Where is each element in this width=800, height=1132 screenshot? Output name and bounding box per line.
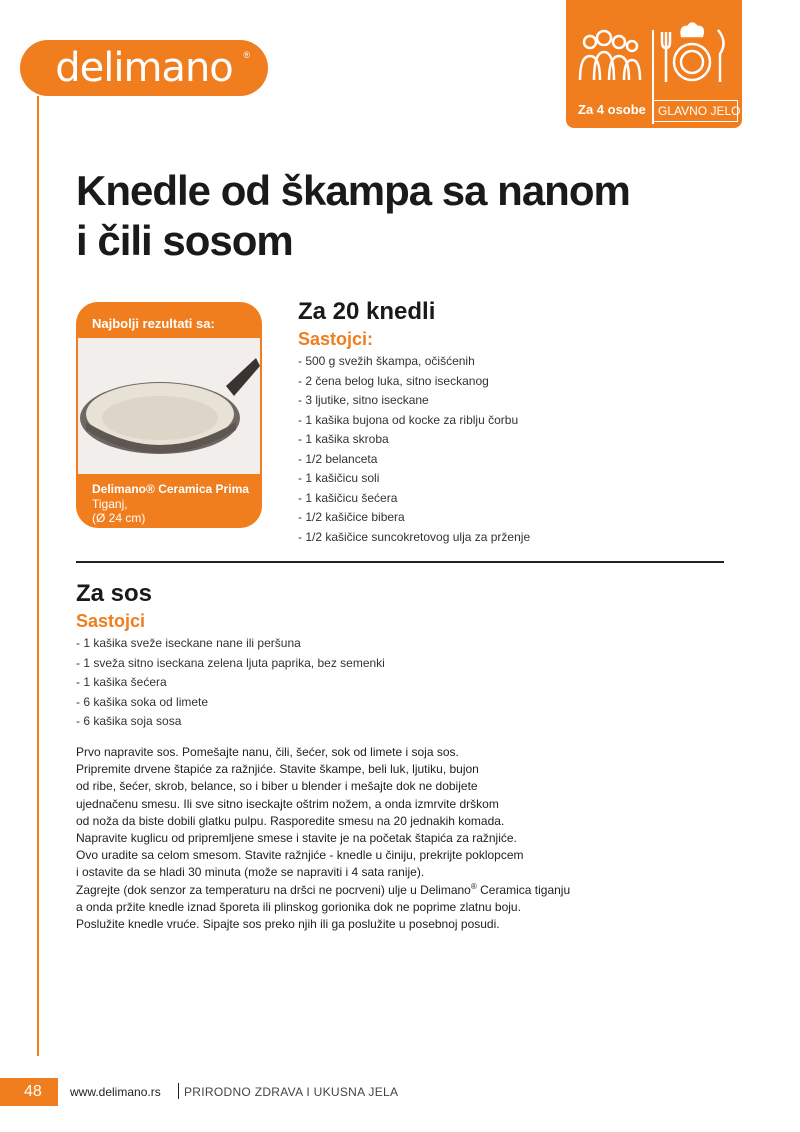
ingredient-item: - 1 kašičicu soli — [298, 471, 380, 485]
ingredient-item: - 1 sveža sitno iseckana zelena ljuta paprika, bez semenki — [76, 655, 385, 670]
chef-hat-plate-cutlery-icon — [662, 24, 724, 83]
frying-pan-image — [78, 338, 260, 474]
ingredient-item: - 1/2 kašičice suncokretovog ulja za prženje — [298, 529, 531, 544]
meta-icons — [566, 18, 742, 90]
ingredient-item: - 500 g svežih škampa, očišćenih — [298, 354, 475, 368]
footer-separator — [178, 1083, 179, 1099]
left-orange-rule — [37, 96, 39, 1056]
footer-website: www.delimano.rs — [70, 1085, 161, 1099]
method-line: Pripremite drvene štapiće za ražnjiće. Stavite škampe, beli luk, ljutiku, bujon — [76, 762, 479, 777]
method-line: Ovo uradite sa celom smesom. Stavite ražnjiće - knedle u činiju, prekrijte poklopcem — [76, 848, 524, 863]
ingredient-item: - 1/2 kašičice bibera — [298, 510, 405, 524]
ingredient-item: - 6 kašika soja sosa — [76, 714, 182, 728]
product-type: Tiganj, — [92, 497, 128, 511]
sauce-heading: Za sos — [76, 580, 153, 607]
recipe-meta-box — [566, 0, 742, 128]
dumplings-ingredient-list — [298, 352, 728, 547]
method-line: Poslužite knedle vruće. Sipajte sos preko njih ili ga poslužite u posebnoj posudi. — [76, 917, 500, 932]
ingredient-item: - 1/2 belanceta — [298, 451, 378, 466]
ingredient-item: - 2 čena belog luka, sitno iseckanog — [298, 373, 489, 388]
logo-text: delimano — [55, 45, 233, 91]
product-details — [92, 497, 145, 525]
method-line-part: Ceramica tiganju — [476, 882, 571, 897]
sauce-subheading: Sastojci — [76, 611, 146, 631]
method-line: Napravite kuglicu od pripremljene smese i stavite je na početak štapića za ražnjiće. — [76, 831, 517, 846]
method-line: od ribe, šećer, skrob, belance, so i biber u blender i mešajte dok ne dobijete — [76, 779, 478, 794]
footer-tagline: PRIRODNO ZDRAVA I UKUSNA JELA — [184, 1085, 399, 1099]
method-section — [76, 744, 676, 933]
delimano-logo — [20, 40, 268, 96]
section-divider — [76, 561, 724, 563]
people-icon — [580, 31, 640, 80]
method-line: a onda pržite knedle iznad šporeta ili plinskog gorionika dok ne poprime zlatnu boju. — [76, 899, 521, 914]
method-line: ujednačenu smesu. Ili sve sitno iseckajte oštrim nožem, a onda izmrvite drškom — [76, 796, 499, 811]
method-line: i ostavite da se hladi 30 minuta (može se napraviti i 4 sata ranije). — [76, 865, 425, 880]
logo-registered-mark: ® — [243, 50, 250, 60]
registered-mark: ® — [470, 881, 477, 891]
method-line: Prvo napravite sos. Pomešajte nanu, čili, šećer, sok od limete i soja sos. — [76, 745, 459, 759]
method-line — [76, 882, 676, 899]
method-line: od noža da biste dobili glatku pulpu. Rasporedite smesu na 20 jednakih komada. — [76, 813, 505, 828]
ingredient-item: - 1 kašičicu šećera — [298, 490, 398, 505]
product-size: (Ø 24 cm) — [92, 511, 146, 525]
ingredient-item: - 3 ljutike, sitno iseckane — [298, 393, 429, 407]
product-card — [76, 302, 262, 528]
dumplings-heading: Za 20 knedli — [298, 298, 436, 325]
recipe-title-line-2: i čili sosom — [76, 217, 293, 264]
ingredient-item: - 1 kašika skroba — [298, 432, 389, 446]
method-line-part: Zagrejte (dok senzor za temperaturu na dršci ne pocrveni) ulje u Delimano — [76, 882, 471, 897]
servings-label: Za 4 osobe — [578, 102, 646, 117]
course-label: GLAVNO JELO — [654, 100, 738, 122]
recipe-title — [76, 166, 630, 266]
dumplings-subheading: Sastojci: — [298, 329, 374, 349]
sauce-ingredient-list — [76, 634, 726, 732]
sauce-section — [76, 580, 726, 732]
page-number: 48 — [0, 1078, 58, 1106]
ingredient-item: - 6 kašika soka od limete — [76, 694, 209, 709]
ingredient-item: - 1 kašika sveže iseckane nane ili peršuna — [76, 636, 301, 650]
dumplings-section — [298, 298, 728, 547]
product-card-label: Najbolji rezultati sa: — [92, 316, 215, 331]
ingredient-item: - 1 kašika šećera — [76, 675, 167, 689]
recipe-title-line-1: Knedle od škampa sa nanom — [76, 167, 630, 214]
ingredient-item: - 1 kašika bujona od kocke za riblju čorbu — [298, 412, 519, 427]
product-name: Delimano® Ceramica Prima — [92, 482, 249, 496]
